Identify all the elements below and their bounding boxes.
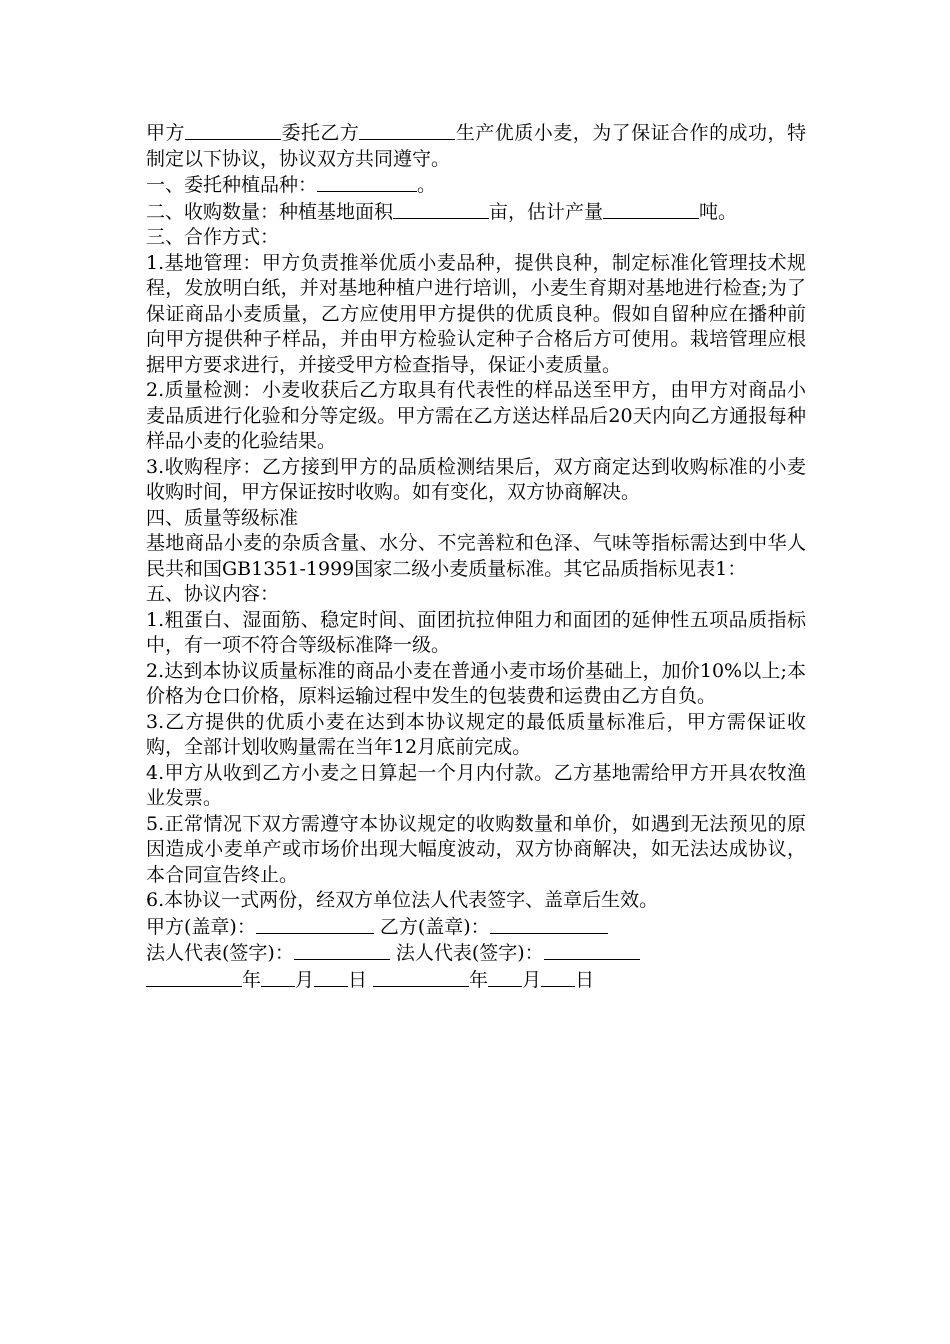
- date-a-month: 月: [295, 968, 315, 991]
- date-a-year: 年: [242, 968, 262, 991]
- date-b-year: 年: [469, 968, 489, 991]
- section-5-item-3: 3.乙方提供的优质小麦在达到本协议规定的最低质量标准后，甲方需保证收购，全部计划收购量需在当年12月底前完成。: [146, 710, 806, 758]
- section-1-variety: [146, 172, 806, 199]
- rep-a-label: 法人代表(签字)：: [146, 942, 294, 964]
- yield-blank: [603, 199, 699, 219]
- yield-unit: 吨。: [699, 200, 738, 223]
- area-blank: [393, 199, 489, 219]
- section-5-item-1: 1.粗蛋白、湿面筋、稳定时间、面团抗拉伸阻力和面团的延伸性五项品质指标中，有一项不符合等级标准降一级。: [146, 608, 806, 656]
- party-a-blank: [185, 120, 281, 140]
- date-a-year-blank: [146, 967, 242, 987]
- section-5-heading: 五、协议内容：: [146, 583, 280, 605]
- rep-b-label: 法人代表(签字)：: [395, 942, 544, 964]
- party-b-seal-blank: [490, 914, 608, 934]
- party-a-label: 甲方: [146, 122, 185, 144]
- yield-label: 亩，估计产量: [489, 200, 604, 223]
- area-label: 二、收购数量：种植基地面积: [146, 200, 394, 223]
- entrust-label: 委托乙方: [280, 122, 360, 144]
- variety-end: 。: [417, 174, 437, 196]
- section-2-quantity: [146, 199, 806, 226]
- section-3-item-1: 1.基地管理：甲方负责推举优质小麦品种，提供良种，制定标准化管理技术规程，发放明白纸，并对基地种植户进行培训，小麦生育期对基地进行检查;为了保证商品小麦质量，乙方应使用甲方提供的优质良种。假如自留种应在播种前向甲方提供种子样品，并由甲方检验认定种子合格后方可使用。栽培管理应根据甲方要求进行，并接受甲方检查指导，保证小麦质量。: [146, 251, 806, 376]
- rep-a-blank: [294, 940, 390, 960]
- section-3-heading: 三、合作方式：: [146, 226, 280, 248]
- intro-paragraph: [146, 120, 806, 172]
- section-5-item-6: 6.本协议一式两份，经双方单位法人代表签字、盖章后生效。: [146, 889, 659, 911]
- date-a-day: 日: [348, 968, 368, 991]
- party-b-blank: [359, 120, 455, 140]
- date-a-month-blank: [261, 967, 295, 987]
- variety-label: 一、委托种植品种：: [146, 174, 318, 196]
- date-b-year-blank: [373, 967, 469, 987]
- agreement-document: [146, 120, 806, 993]
- variety-blank: [317, 172, 417, 192]
- rep-b-blank: [544, 940, 640, 960]
- date-b-month: 月: [522, 968, 542, 991]
- section-3-item-3: 3.收购程序：乙方接到甲方的品质检测结果后，双方商定达到收购标准的小麦收购时间，甲方保证按时收购。如有变化，双方协商解决。: [146, 455, 806, 503]
- representative-line: [146, 940, 806, 967]
- intro-text: 生产优质小麦，为了保证合作的成功，特制定以下协议，协议双方共同遵守。: [146, 122, 806, 170]
- section-4-heading: 四、质量等级标准: [146, 506, 299, 529]
- section-5-item-5: 5.正常情况下双方需遵守本协议规定的收购数量和单价，如遇到无法预见的原因造成小麦单产或市场价出现大幅度波动，双方协商解决，如无法达成协议，本合同宣告终止。: [146, 812, 806, 886]
- section-5-item-4: 4.甲方从收到乙方小麦之日算起一个月内付款。乙方基地需给甲方开具农牧渔业发票。: [146, 761, 806, 809]
- party-a-seal-blank: [256, 914, 374, 934]
- section-4-body: 基地商品小麦的杂质含量、水分、不完善粒和色泽、气味等指标需达到中华人民共和国GB1351-1999国家二级小麦质量标准。其它品质指标见表1：: [146, 532, 806, 580]
- date-b-month-blank: [488, 967, 522, 987]
- party-b-seal-label: 乙方(盖章)：: [379, 915, 490, 938]
- party-a-seal-label: 甲方(盖章)：: [146, 915, 256, 938]
- date-line: [146, 967, 806, 994]
- section-3-item-2: 2.质量检测：小麦收获后乙方取具有代表性的样品送至甲方，由甲方对商品小麦品质进行化验和分等定级。甲方需在乙方送达样品后20天内向乙方通报每种样品小麦的化验结果。: [146, 379, 806, 452]
- section-5-item-2: 2.达到本协议质量标准的商品小麦在普通小麦市场价基础上，加价10%以上;本价格为仓口价格，原料运输过程中发生的包装费和运费由乙方自负。: [146, 659, 806, 707]
- date-b-day: 日: [575, 968, 595, 991]
- date-b-day-blank: [541, 967, 575, 987]
- seal-line: [146, 914, 806, 941]
- date-a-day-blank: [314, 967, 348, 987]
